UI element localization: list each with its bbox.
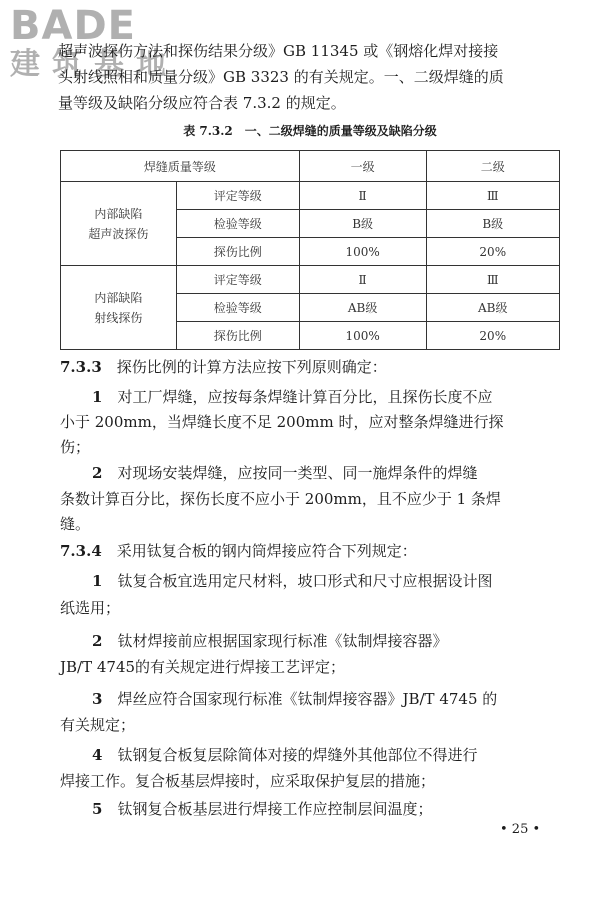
watermark-subtitle: 建筑基地 [10,47,178,82]
table-header-row [61,151,560,182]
grade1-cell: Ⅱ [299,266,426,294]
group-name-line: 超声波探伤 [88,226,149,241]
intro-line-1: 超声波探伤方法和探伤结果分级》GB 11345 或《钢熔化焊对接接 [58,42,499,60]
item-line [92,744,592,766]
item-cell: 评定等级 [176,182,299,210]
item-line [92,630,592,652]
group-name-line: 内部缺陷 [94,206,143,221]
page-number: • 25 • [500,822,541,837]
item-line: JB/T 4745的有关规定进行焊接工艺评定； [60,658,346,676]
item-line: 焊接工作。复合板基层焊接时，应采取保护复层的措施； [60,772,436,790]
watermark-brand: BADE [10,3,136,49]
group-name-line: 内部缺陷 [94,290,143,305]
item-cell: 探伤比例 [176,238,299,266]
item-number: 3 [92,690,103,708]
group-radiographic [61,266,177,350]
item-line: 伤； [60,438,91,456]
item-line: 纸选用； [60,599,121,617]
item-text: 对工厂焊缝，应按每条焊缝计算百分比，且探伤长度不应 [117,388,493,406]
item-line: 缝。 [60,515,91,533]
item-line [92,570,592,592]
grade1-cell: B级 [299,210,426,238]
item-text: 焊丝应符合国家现行标准《钛制焊接容器》JB/T 4745 的 [117,690,498,708]
intro-line-2: 头射线照相和质量分级》GB 3323 的有关规定。一、二级焊缝的质 [58,68,504,86]
table-row [61,182,560,210]
item-cell: 检验等级 [176,210,299,238]
item-text: 钛复合板宜选用定尺材料，坡口形式和尺寸应根据设计图 [117,572,493,590]
grade1-cell: 100% [299,238,426,266]
item-number: 1 [92,572,103,590]
quality-grade-table [60,150,560,350]
section-title: 探伤比例的计算方法应按下列原则确定： [116,358,387,376]
item-line [92,798,592,820]
grade2-cell: B级 [426,210,559,238]
item-line [92,688,592,710]
item-number: 4 [92,746,103,764]
section-7-3-3-heading [60,356,560,378]
item-line: 有关规定； [60,716,136,734]
table-caption: 表 7.3.2 一、二级焊缝的质量等级及缺陷分级 [183,124,437,138]
item-text: 对现场安装焊缝，应按同一类型、同一施焊条件的焊缝 [117,464,478,482]
grade2-cell: Ⅲ [426,182,559,210]
item-cell: 探伤比例 [176,322,299,350]
item-text: 钛钢复合板复层除简体对接的焊缝外其他部位不得进行 [117,746,478,764]
item-line [92,462,592,484]
item-cell: 检验等级 [176,294,299,322]
grade2-cell: AB级 [426,294,559,322]
intro-line-3: 量等级及缺陷分级应符合表 7.3.2 的规定。 [58,94,346,112]
item-text: 钛钢复合板基层进行焊接工作应控制层间温度； [117,800,433,818]
item-line [92,386,592,408]
grade2-cell: Ⅲ [426,266,559,294]
header-grade-1: 一级 [299,151,426,182]
item-number: 2 [92,464,103,482]
section-title: 采用钛复合板的钢内筒焊接应符合下列规定： [116,542,417,560]
header-grade-2: 二级 [426,151,559,182]
table-row [61,266,560,294]
grade1-cell: Ⅱ [299,182,426,210]
group-ultrasonic [61,182,177,266]
section-number: 7.3.3 [60,358,102,376]
grade1-cell: 100% [299,322,426,350]
section-number: 7.3.4 [60,542,102,560]
item-text: 钛材焊接前应根据国家现行标准《钛制焊接容器》 [117,632,448,650]
item-line: 条数计算百分比，探伤长度不应小于 200mm，且不应少于 1 条焊 [60,490,501,508]
grade2-cell: 20% [426,238,559,266]
group-name-line: 射线探伤 [94,310,143,325]
item-cell: 评定等级 [176,266,299,294]
item-number: 5 [92,800,103,818]
header-weld-quality-grade: 焊缝质量等级 [61,151,300,182]
item-number: 1 [92,388,103,406]
section-7-3-4-heading [60,540,560,562]
grade2-cell: 20% [426,322,559,350]
item-line: 小于 200mm，当焊缝长度不足 200mm 时，应对整条焊缝进行探 [60,413,504,431]
item-number: 2 [92,632,103,650]
grade1-cell: AB级 [299,294,426,322]
